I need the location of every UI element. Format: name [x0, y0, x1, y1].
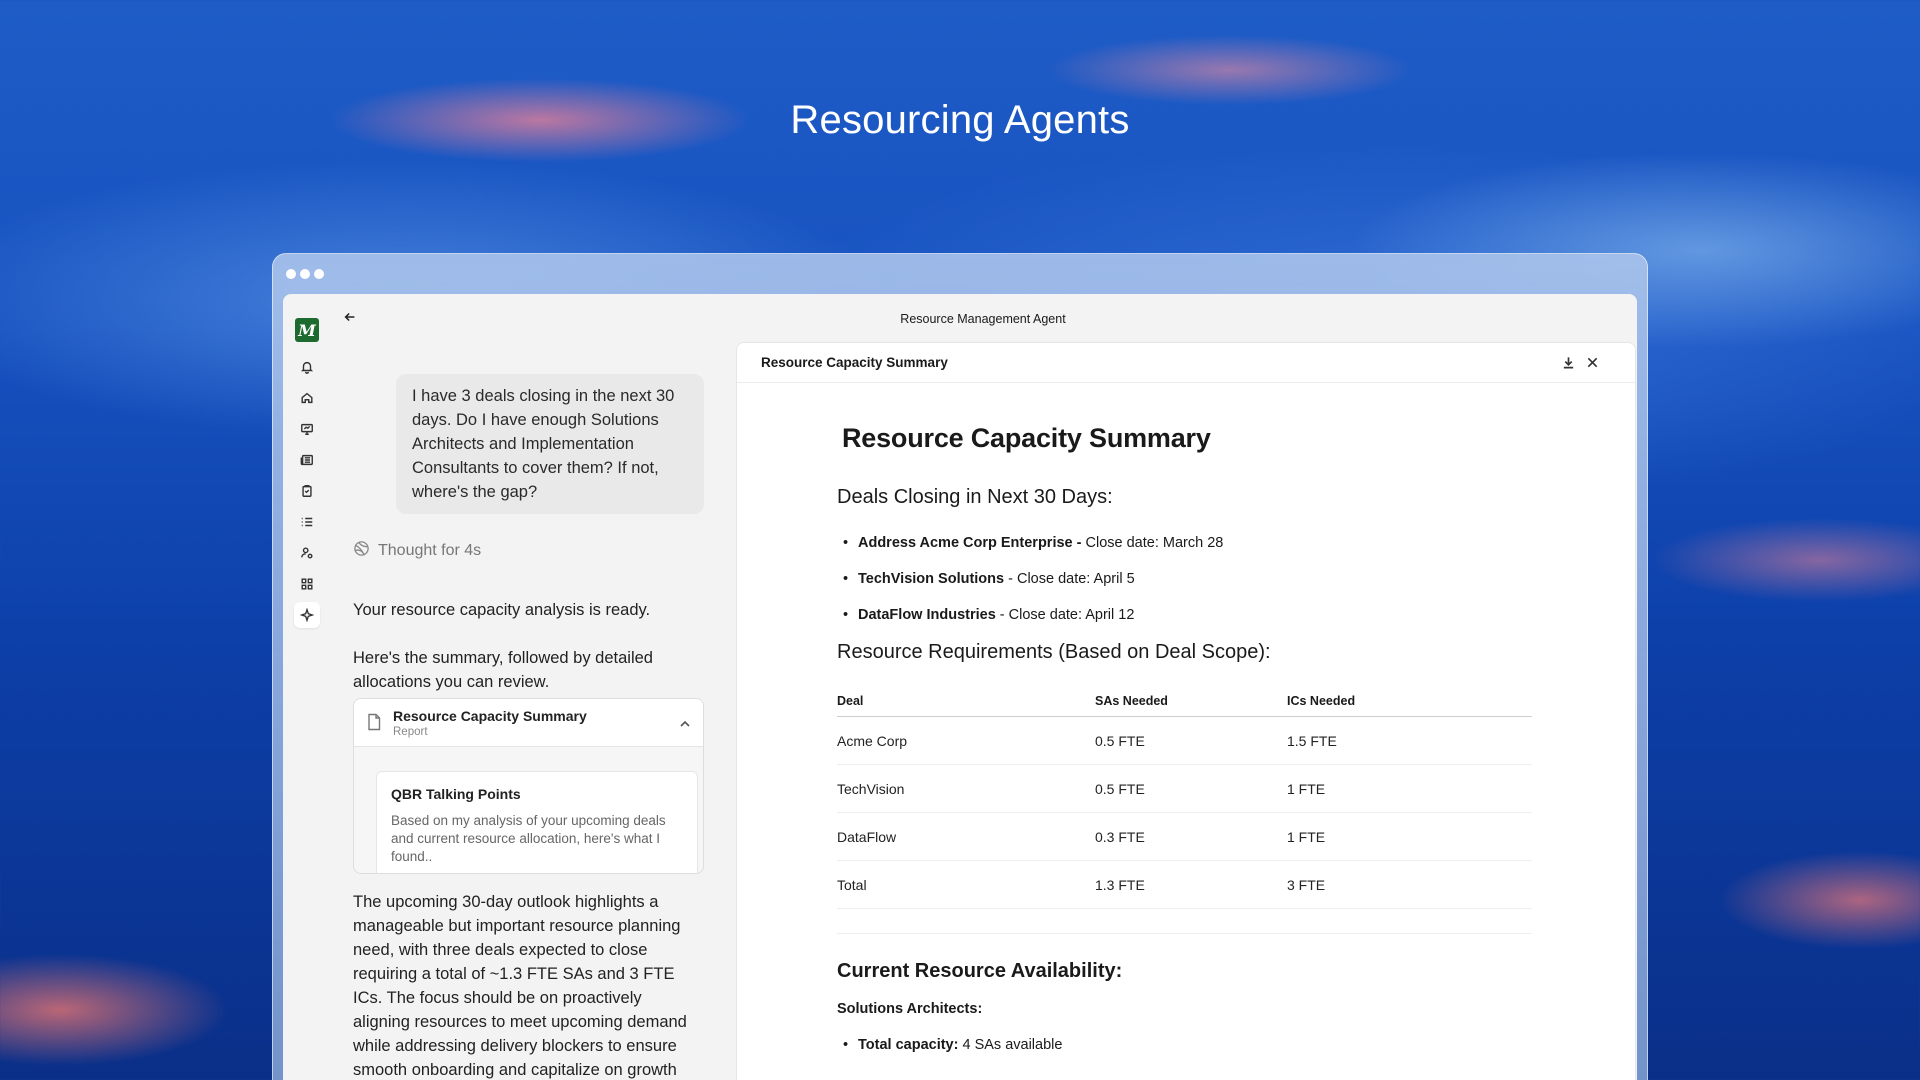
qbr-subcard-text: Based on my analysis of your upcoming deals and current resource allocation, here's what I found..: [391, 813, 666, 864]
assistant-reply-outlook: The upcoming 30-day outlook highlights a manageable but important resource planning need, with three deals expected to close requiring a total of ~1.3 FTE SAs and 3 FTE ICs. The focus should be on proactively aligning resources to meet upcoming demand while addressing delivery blockers to ensure smooth onboarding and capitalize on growth: [353, 893, 687, 1079]
qbr-subcard-title: QBR Talking Points: [391, 786, 521, 802]
report-heading: Resource Capacity Summary: [842, 423, 1211, 453]
divider: [837, 933, 1532, 934]
table-cell: Total: [837, 861, 1095, 909]
table-cell: 1 FTE: [1287, 765, 1532, 813]
list-item: [837, 1035, 1537, 1055]
assistant-reply-ready: Your resource capacity analysis is ready.: [353, 601, 651, 619]
solutions-architects-label: Solutions Architects:: [837, 1001, 983, 1017]
deal-name: Address Acme Corp Enterprise -: [858, 535, 1082, 551]
list-item: [837, 533, 1537, 553]
deals-heading: Deals Closing in Next 30 Days:: [837, 486, 1113, 508]
table-cell: 0.5 FTE: [1095, 765, 1287, 813]
report-card-title: Resource Capacity Summary: [393, 708, 587, 724]
list-icon[interactable]: [294, 509, 320, 535]
chevron-up-icon[interactable]: [679, 717, 691, 735]
column-header: Deal: [837, 694, 1095, 717]
report-panel-header: [737, 343, 1635, 383]
document-icon: [366, 713, 382, 736]
page-title: Resource Management Agent: [900, 312, 1066, 326]
availability-heading: Current Resource Availability:: [837, 960, 1123, 982]
window-dot[interactable]: [314, 269, 324, 279]
sidebar-rail: [283, 294, 329, 1080]
deal-name: DataFlow Industries: [858, 607, 996, 623]
thought-label: Thought for 4s: [378, 542, 482, 559]
deal-close-date: Close date: March 28: [1081, 535, 1224, 551]
table-row: [837, 717, 1532, 765]
report-document: [837, 423, 1537, 1071]
home-icon[interactable]: [294, 385, 320, 411]
app-logo[interactable]: M: [295, 318, 319, 342]
requirements-heading: Resource Requirements (Based on Deal Scope):: [837, 641, 1271, 663]
report-card-header[interactable]: [354, 699, 703, 747]
table-row: [837, 813, 1532, 861]
capacity-label: Total capacity:: [858, 1037, 959, 1053]
assistant-reply-summary: Here's the summary, followed by detailed allocations you can review.: [353, 649, 653, 691]
hero-title: Resourcing Agents: [790, 98, 1130, 142]
thought-indicator[interactable]: [353, 540, 481, 562]
table-row: [837, 861, 1532, 909]
bell-icon[interactable]: [294, 354, 320, 380]
capacity-list: [837, 1035, 1537, 1055]
report-card[interactable]: [353, 698, 704, 874]
app-surface: [283, 294, 1637, 1080]
report-panel-title: Resource Capacity Summary: [761, 355, 948, 370]
close-icon[interactable]: [1586, 356, 1599, 374]
table-cell: 1.5 FTE: [1287, 717, 1532, 765]
table-cell: 0.5 FTE: [1095, 717, 1287, 765]
requirements-table: [837, 694, 1532, 909]
user-gear-icon[interactable]: [294, 540, 320, 566]
list-item: [837, 569, 1537, 589]
table-cell: 0.3 FTE: [1095, 813, 1287, 861]
window-dot[interactable]: [300, 269, 310, 279]
chat-column: [329, 342, 729, 1080]
capacity-value: 4 SAs available: [958, 1037, 1063, 1053]
table-cell: Acme Corp: [837, 717, 1095, 765]
window-dot[interactable]: [286, 269, 296, 279]
table-row: [837, 765, 1532, 813]
table-header-row: [837, 694, 1532, 717]
app-window: [272, 253, 1648, 1080]
sparkle-icon[interactable]: [294, 602, 320, 628]
deal-close-date: - Close date: April 12: [995, 607, 1135, 623]
deal-name: TechVision Solutions: [858, 571, 1005, 587]
column-header: ICs Needed: [1287, 694, 1532, 717]
report-card-subtitle: Report: [393, 726, 428, 738]
newspaper-icon[interactable]: [294, 447, 320, 473]
column-header: SAs Needed: [1095, 694, 1287, 717]
grid-icon[interactable]: [294, 571, 320, 597]
table-cell: 1.3 FTE: [1095, 861, 1287, 909]
monitor-icon[interactable]: [294, 416, 320, 442]
table-cell: TechVision: [837, 765, 1095, 813]
table-cell: 3 FTE: [1287, 861, 1532, 909]
table-cell: 1 FTE: [1287, 813, 1532, 861]
list-item: [837, 605, 1537, 625]
table-cell: DataFlow: [837, 813, 1095, 861]
download-icon[interactable]: [1562, 356, 1575, 374]
window-controls[interactable]: [286, 269, 324, 279]
thought-icon: [353, 540, 370, 562]
qbr-subcard[interactable]: [376, 771, 698, 874]
clipboard-icon[interactable]: [294, 478, 320, 504]
deal-close-date: - Close date: April 5: [1004, 571, 1135, 587]
report-panel: [736, 342, 1636, 1080]
user-message: I have 3 deals closing in the next 30 days. Do I have enough Solutions Architects and Implementation Consultants to cover them? If not, where's the gap?: [396, 374, 704, 514]
deals-list: [837, 533, 1537, 625]
